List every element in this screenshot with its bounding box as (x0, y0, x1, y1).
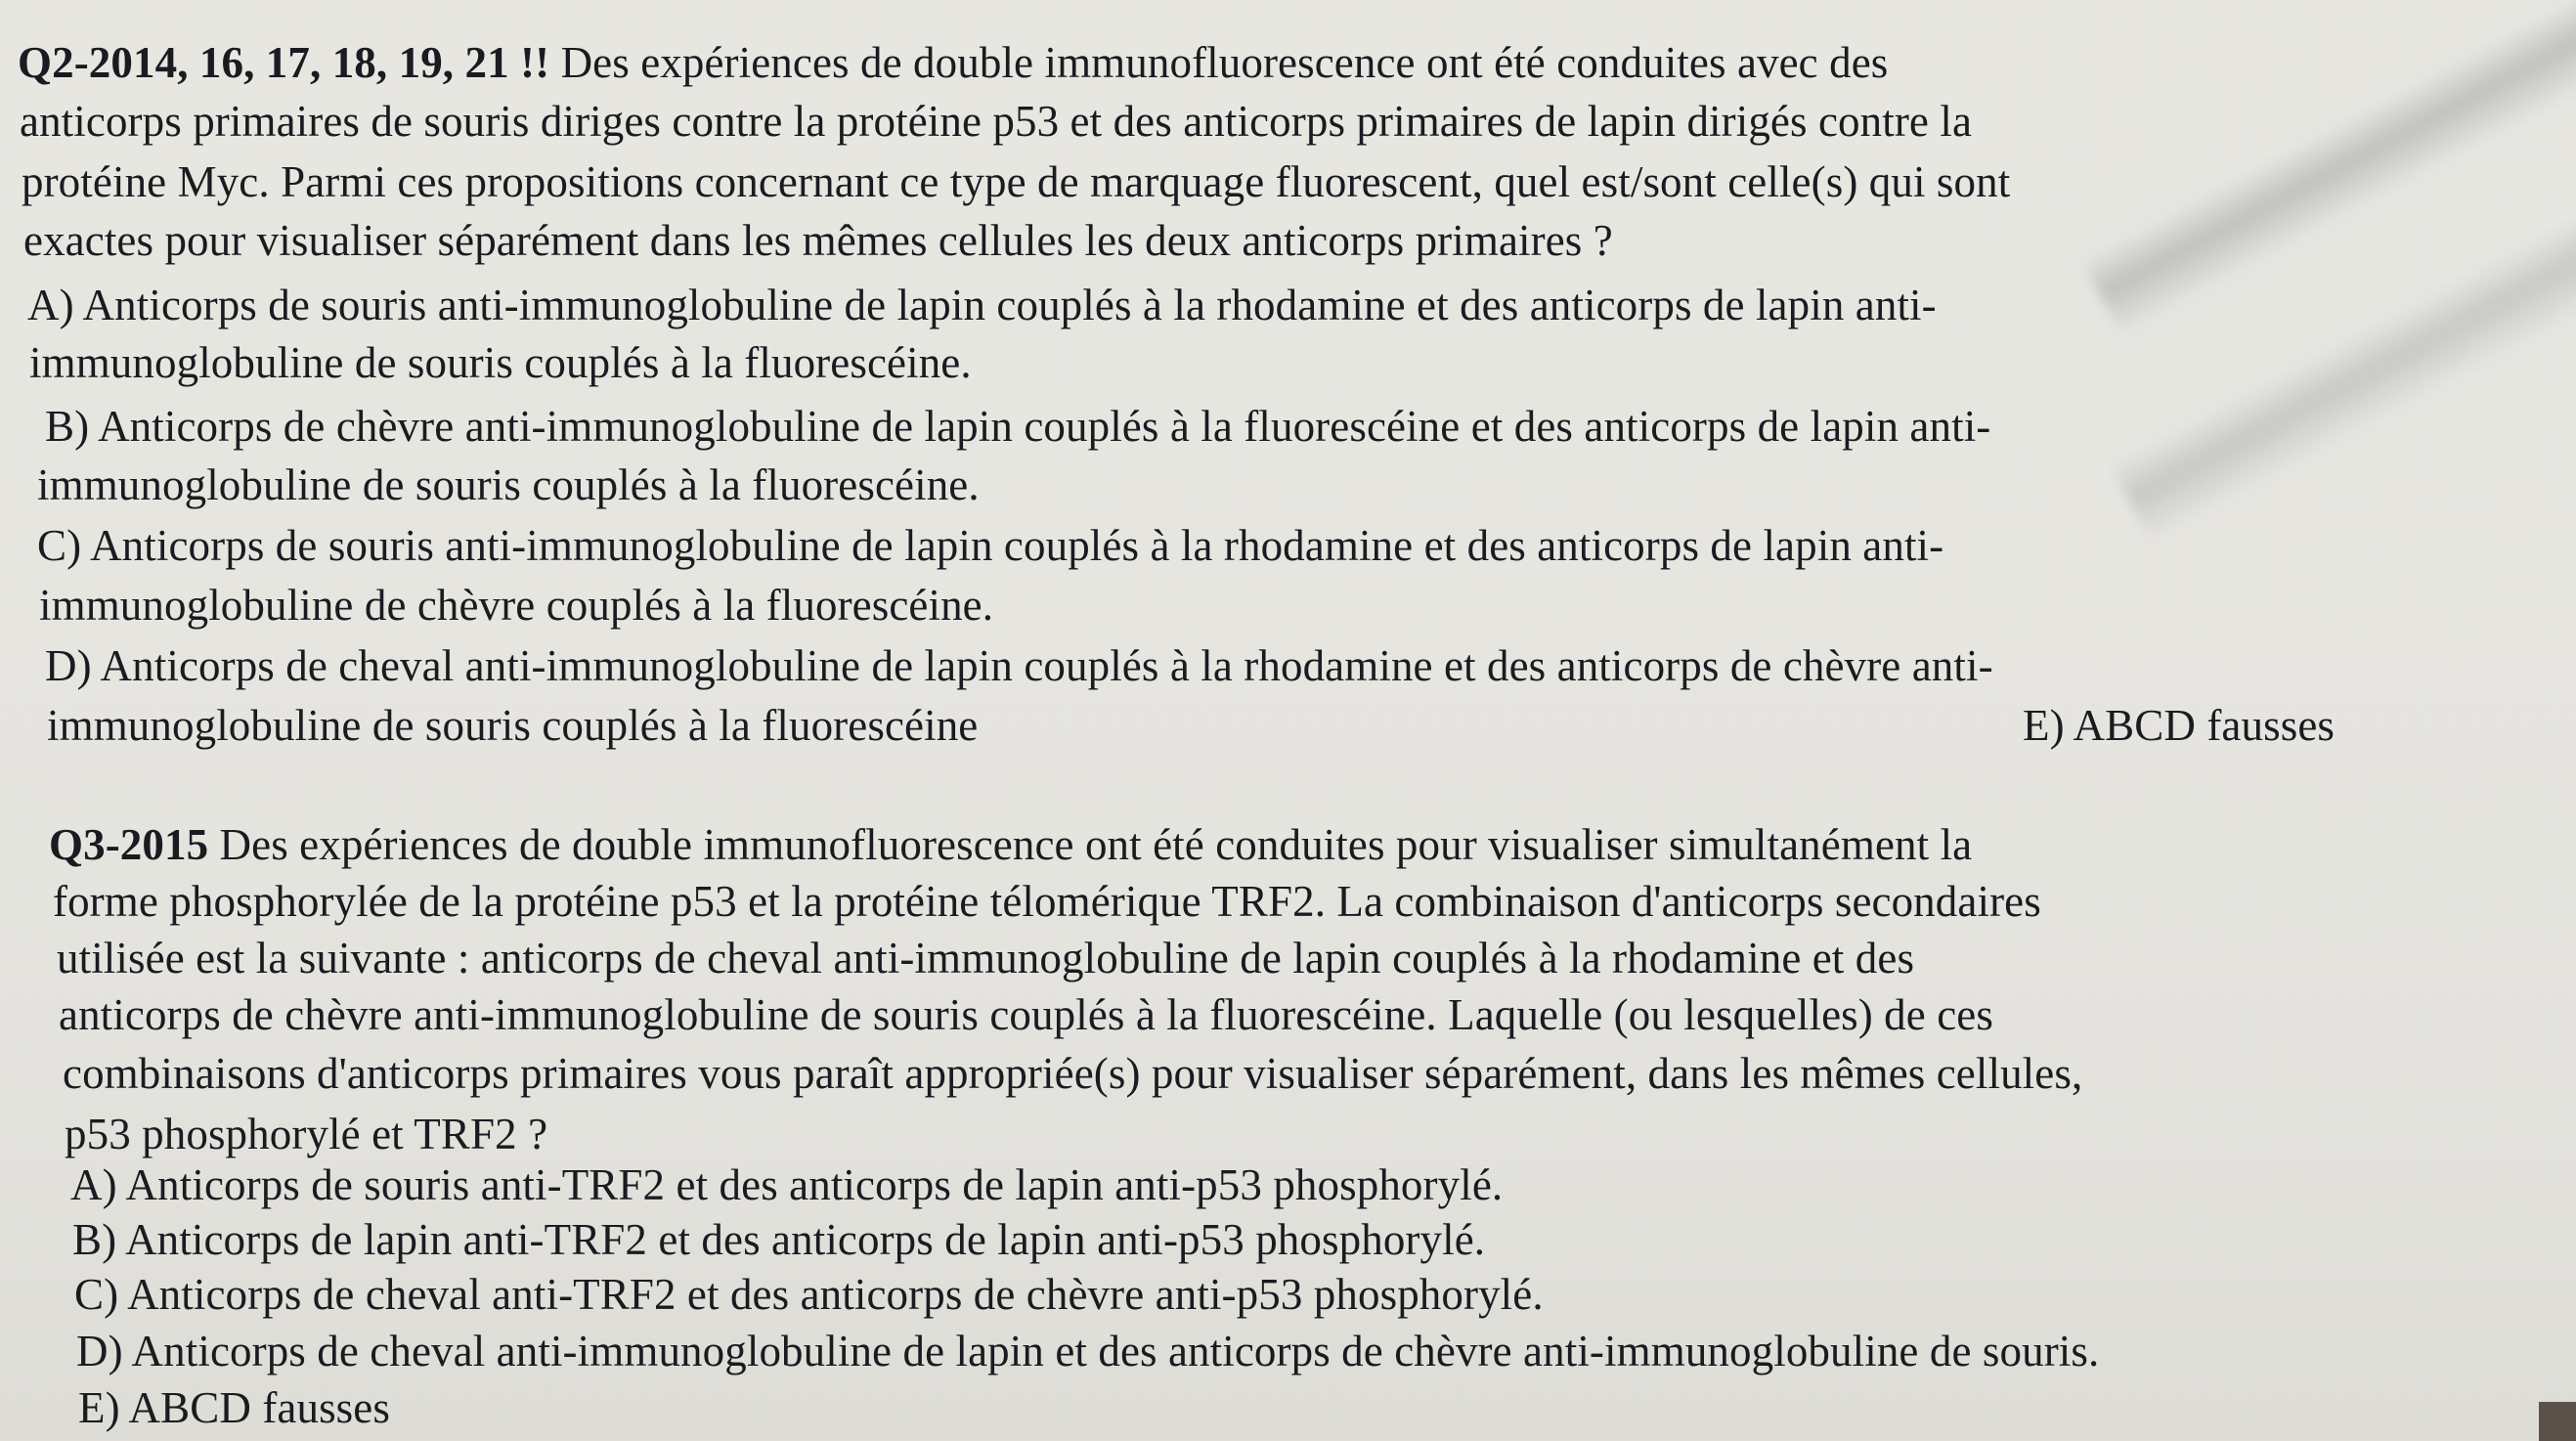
q3-stem-line-4: anticorps de chèvre anti-immunoglobuline de souris couplés à la fluorescéine. Laquelle (ou lesquelles) de ces (59, 990, 1993, 1039)
q3-stem-line-3: utilisée est la suivante : anticorps de cheval anti-immunoglobuline de lapin couplés à la rhodamine et des (57, 934, 1915, 982)
q3-option-b: B) Anticorps de lapin anti-TRF2 et des anticorps de lapin anti-p53 phosphorylé. (72, 1215, 1486, 1264)
q3-stem-text-1: Des expériences de double immunofluorescence ont été conduites pour visualiser simultanément la (208, 820, 1973, 869)
q2-option-d-line-1: D) Anticorps de cheval anti-immunoglobuline de lapin couplés à la rhodamine et des anticorps de chèvre anti- (45, 641, 1993, 690)
q2-stem-line-1 (18, 37, 1888, 88)
q3-header: Q3-2015 (49, 820, 209, 869)
q3-option-a: A) Anticorps de souris anti-TRF2 et des anticorps de lapin anti-p53 phosphorylé. (70, 1160, 1504, 1209)
q2-stem-line-4: exactes pour visualiser séparément dans les mêmes cellules les deux anticorps primaires ? (23, 216, 1613, 265)
q3-stem-line-6: p53 phosphorylé et TRF2 ? (65, 1110, 548, 1158)
q2-option-a-line-1: A) Anticorps de souris anti-immunoglobuline de lapin couplés à la rhodamine et des anticorps de lapin anti- (27, 281, 1937, 329)
q3-stem-line-5: combinaisons d'anticorps primaires vous paraît appropriée(s) pour visualiser séparément, dans les mêmes cellules, (63, 1049, 2083, 1098)
page-corner (2539, 1402, 2576, 1441)
q3-stem-line-1 (49, 819, 1972, 870)
q2-option-d-line-2: immunoglobuline de souris couplés à la fluorescéine (47, 701, 979, 750)
q3-stem-line-2: forme phosphorylée de la protéine p53 et la protéine télomérique TRF2. La combinaison d'anticorps secondaires (53, 877, 2041, 926)
q2-option-c-line-1: C) Anticorps de souris anti-immunoglobuline de lapin couplés à la rhodamine et des anticorps de lapin anti- (37, 521, 1944, 570)
q2-option-e: E) ABCD fausses (2023, 701, 2335, 750)
q2-stem-text-1: Des expériences de double immunofluorescence ont été conduites avec des (549, 38, 1889, 87)
q2-option-b-line-1: B) Anticorps de chèvre anti-immunoglobuline de lapin couplés à la fluorescéine et des anticorps de lapin anti- (45, 402, 1991, 451)
q2-option-a-line-2: immunoglobuline de souris couplés à la fluorescéine. (29, 338, 972, 387)
q2-header: Q2-2014, 16, 17, 18, 19, 21 !! (18, 38, 550, 87)
q2-stem-line-2: anticorps primaires de souris diriges contre la protéine p53 et des anticorps primaires de lapin dirigés contre la (20, 97, 1973, 146)
q3-option-d: D) Anticorps de cheval anti-immunoglobuline de lapin et des anticorps de chèvre anti-immunoglobuline de souris. (76, 1327, 2100, 1376)
q2-option-c-line-2: immunoglobuline de chèvre couplés à la fluorescéine. (39, 581, 994, 630)
q3-option-e: E) ABCD fausses (78, 1383, 390, 1432)
q2-option-b-line-2: immunoglobuline de souris couplés à la fluorescéine. (37, 460, 980, 509)
q3-option-c: C) Anticorps de cheval anti-TRF2 et des anticorps de chèvre anti-p53 phosphorylé. (74, 1270, 1544, 1319)
q2-stem-line-3: protéine Myc. Parmi ces propositions concernant ce type de marquage fluorescent, quel est/sont celle(s) qui sont (22, 157, 2011, 206)
